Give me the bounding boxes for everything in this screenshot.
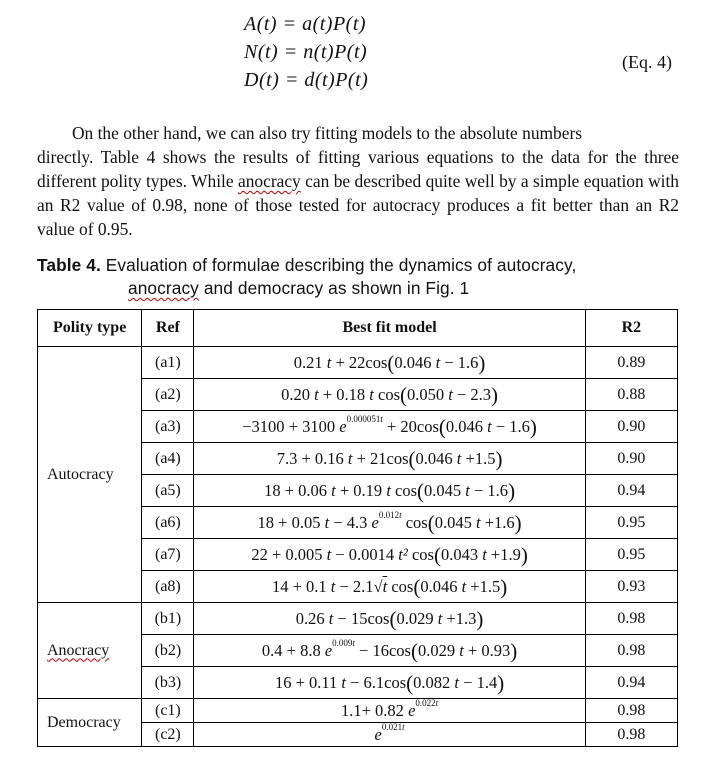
equation-d: D(t) = d(t)P(t) bbox=[244, 69, 369, 91]
formula-cell: 0.26 t − 15cos(0.029 t +1.3) bbox=[194, 603, 585, 635]
ref-cell: (b1) bbox=[142, 603, 194, 635]
caption-line1: Evaluation of formulae describing the dynamics of autocracy, bbox=[100, 255, 577, 275]
table-row bbox=[38, 603, 678, 635]
r2-cell: 0.98 bbox=[585, 699, 677, 723]
ref-cell: (b3) bbox=[142, 667, 194, 699]
equation-block bbox=[244, 10, 368, 94]
formula-cell: 18 + 0.05 t − 4.3 $e^{0.012t}$ cos(0.045 t +1.6) bbox=[194, 507, 585, 539]
ref-cell: (c2) bbox=[142, 723, 194, 747]
ref-cell: (a1) bbox=[142, 347, 194, 379]
caption-label: Table 4. bbox=[37, 255, 101, 275]
r2-cell: 0.90 bbox=[585, 443, 677, 475]
r2-cell: 0.94 bbox=[585, 475, 677, 507]
r2-cell: 0.95 bbox=[585, 539, 677, 571]
equation-label: (Eq. 4) bbox=[622, 52, 672, 72]
paragraph-first-line: On the other hand, we can also try fitting models to the absolute numbers bbox=[72, 123, 583, 143]
body-paragraph bbox=[37, 121, 679, 241]
r2-cell: 0.98 bbox=[585, 603, 677, 635]
r2-cell: 0.89 bbox=[585, 347, 677, 379]
ref-cell: (c1) bbox=[142, 699, 194, 723]
table-header-row bbox=[38, 310, 678, 347]
sqrt-symbol: √ bbox=[373, 576, 383, 596]
equation-n: N(t) = n(t)P(t) bbox=[244, 41, 368, 63]
formula-cell: 18 + 0.06 t + 0.19 t cos(0.045 t − 1.6) bbox=[194, 475, 585, 507]
formula-cell: 22 + 0.005 t − 0.0014 t² cos(0.043 t +1.9) bbox=[194, 539, 585, 571]
table-row bbox=[38, 699, 678, 723]
r2-cell: 0.88 bbox=[585, 379, 677, 411]
formula-cell: 14 + 0.1 t − 2.1√t cos(0.046 t +1.5) bbox=[194, 571, 585, 603]
ref-cell: (b2) bbox=[142, 635, 194, 667]
header-best-fit-model: Best fit model bbox=[194, 310, 585, 347]
ref-cell: (a4) bbox=[142, 443, 194, 475]
formula-cell: 0.21 t + 22cos(0.046 t − 1.6) bbox=[194, 347, 585, 379]
formula-cell: 0.20 t + 0.18 t cos(0.050 t − 2.3) bbox=[194, 379, 585, 411]
caption-anocracy-word: anocracy bbox=[128, 278, 199, 298]
results-table bbox=[37, 309, 678, 747]
polity-autocracy: Autocracy bbox=[38, 347, 142, 603]
header-ref: Ref bbox=[142, 310, 194, 347]
r2-cell: 0.94 bbox=[585, 667, 677, 699]
paragraph-text-a: directly. Table 4 shows the results of fitting various equations to the data for the three different polity types. While bbox=[37, 147, 679, 191]
ref-cell: (a5) bbox=[142, 475, 194, 507]
polity-democracy: Democracy bbox=[38, 699, 142, 747]
formula-cell: −3100 + 3100 $e^{0.000051t} + 20\cos(0.046$ t − 1.6) bbox=[194, 411, 585, 443]
paragraph-anocracy-word: anocracy bbox=[238, 171, 301, 191]
formula-cell: $e^{0.021t}$ bbox=[194, 723, 585, 747]
paragraph-text-b: can be described quite well by a simple equation with an R2 value of 0.98, none of those tested for autocracy produces a fit better than an R2 value of 0.95. bbox=[37, 171, 679, 239]
formula-cell: 16 + 0.11 t − 6.1cos(0.082 t − 1.4) bbox=[194, 667, 585, 699]
formula-cell: 7.3 + 0.16 t + 21cos(0.046 t +1.5) bbox=[194, 443, 585, 475]
formula-cell: 0.4 + 8.8 $e^{0.009t} - 16\cos(0.029$ t + 0.93) bbox=[194, 635, 585, 667]
ref-cell: (a7) bbox=[142, 539, 194, 571]
header-polity-type: Polity type bbox=[38, 310, 142, 347]
formula-cell: 1.1+ 0.82 $e^{0.022t}$ bbox=[194, 699, 585, 723]
ref-cell: (a3) bbox=[142, 411, 194, 443]
r2-cell: 0.98 bbox=[585, 635, 677, 667]
equation-a: A(t) = a(t)P(t) bbox=[244, 13, 367, 35]
ref-cell: (a6) bbox=[142, 507, 194, 539]
r2-cell: 0.90 bbox=[585, 411, 677, 443]
r2-cell: 0.93 bbox=[585, 571, 677, 603]
header-r2: R2 bbox=[585, 310, 677, 347]
caption-line2: and democracy as shown in Fig. 1 bbox=[198, 278, 470, 298]
r2-cell: 0.95 bbox=[585, 507, 677, 539]
table-row bbox=[38, 347, 678, 379]
ref-cell: (a2) bbox=[142, 379, 194, 411]
r2-cell: 0.98 bbox=[585, 723, 677, 747]
table-caption bbox=[37, 254, 687, 300]
polity-anocracy: Anocracy bbox=[38, 603, 142, 699]
ref-cell: (a8) bbox=[142, 571, 194, 603]
